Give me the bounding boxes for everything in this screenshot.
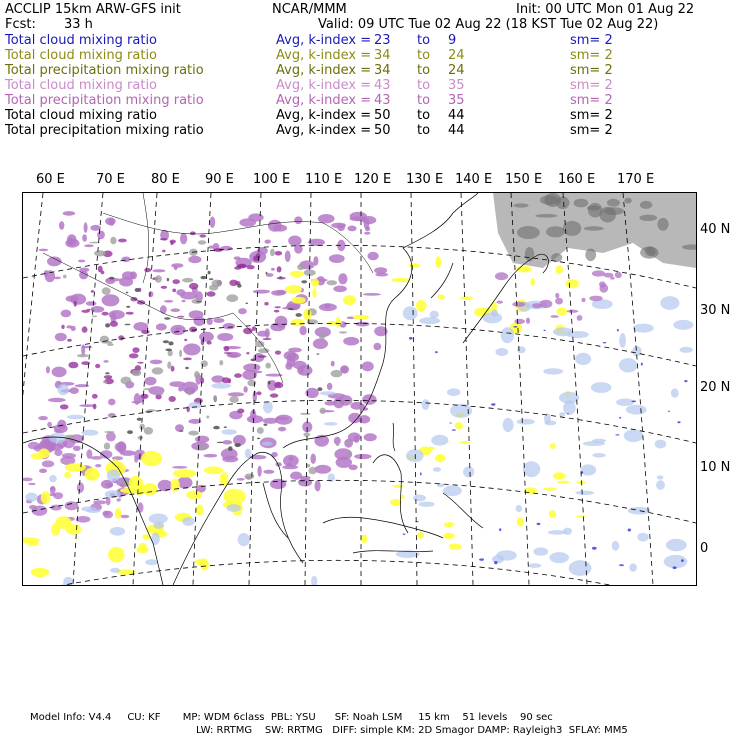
lon-label: 170 E [617,172,655,187]
field-sm: sm= 2 [570,78,613,93]
lat-label: 30 N [700,303,731,318]
init-time: Init: 00 UTC Mon 01 Aug 22 [516,2,695,17]
field-name: Total cloud mixing ratio [5,33,158,48]
lon-label: 110 E [305,172,343,187]
lon-label: 70 E [96,172,125,187]
field-k-from: 50 [374,123,391,138]
lon-label: 150 E [505,172,543,187]
field-to: to [417,48,431,63]
field-avg: Avg, k-index = [276,33,372,48]
field-name: Total precipitation mixing ratio [5,63,204,78]
lon-label: 130 E [406,172,444,187]
lon-label: 140 E [455,172,493,187]
lat-label: 40 N [700,222,731,237]
field-to: to [417,93,431,108]
lon-label: 120 E [354,172,392,187]
lon-label: 160 E [558,172,596,187]
map-panel [22,192,697,586]
title: ACCLIP 15km ARW-GFS init [5,2,181,17]
field-k-to: 44 [448,123,465,138]
lat-label: 0 [700,541,709,556]
org-label: NCAR/MMM [272,2,347,17]
field-k-from: 23 [374,33,391,48]
field-to: to [417,78,431,93]
map-canvas [23,193,696,585]
field-to: to [417,63,431,78]
field-k-to: 35 [448,78,465,93]
valid-time: Valid: 09 UTC Tue 02 Aug 22 (18 KST Tue 02 Aug 22) [318,17,659,32]
lon-label: 100 E [253,172,291,187]
field-k-to: 44 [448,108,465,123]
footer-physics: LW: RRTMG SW: RRTMG DIFF: simple KM: 2D Smagor DAMP: Rayleigh3 SFLAY: MM5 [196,725,628,736]
lat-label: 10 N [700,460,731,475]
footer-model-info: Model Info: V4.4 CU: KF MP: WDM 6class PBL: YSU SF: Noah LSM 15 km 51 levels 90 sec [30,712,553,723]
field-k-from: 34 [374,63,391,78]
field-k-from: 43 [374,93,391,108]
field-sm: sm= 2 [570,48,613,63]
field-k-to: 24 [448,63,465,78]
field-avg: Avg, k-index = [276,93,372,108]
field-sm: sm= 2 [570,33,613,48]
lon-label: 60 E [36,172,65,187]
lon-label: 90 E [205,172,234,187]
field-avg: Avg, k-index = [276,123,372,138]
field-name: Total cloud mixing ratio [5,48,158,63]
field-to: to [417,123,431,138]
lon-label: 80 E [151,172,180,187]
field-name: Total precipitation mixing ratio [5,123,204,138]
field-name: Total cloud mixing ratio [5,108,158,123]
field-avg: Avg, k-index = [276,63,372,78]
fcst-label: Fcst: [5,17,36,32]
field-sm: sm= 2 [570,63,613,78]
field-k-from: 34 [374,48,391,63]
field-sm: sm= 2 [570,108,613,123]
field-to: to [417,33,431,48]
field-k-from: 43 [374,78,391,93]
field-k-to: 24 [448,48,465,63]
field-k-from: 50 [374,108,391,123]
field-k-to: 9 [448,33,457,48]
field-to: to [417,108,431,123]
field-avg: Avg, k-index = [276,78,372,93]
lat-label: 20 N [700,380,731,395]
field-name: Total precipitation mixing ratio [5,93,204,108]
field-sm: sm= 2 [570,93,613,108]
field-sm: sm= 2 [570,123,613,138]
field-fills [23,193,696,585]
fcst-value: 33 h [64,17,93,32]
field-k-to: 35 [448,93,465,108]
field-avg: Avg, k-index = [276,108,372,123]
field-name: Total cloud mixing ratio [5,78,158,93]
field-avg: Avg, k-index = [276,48,372,63]
